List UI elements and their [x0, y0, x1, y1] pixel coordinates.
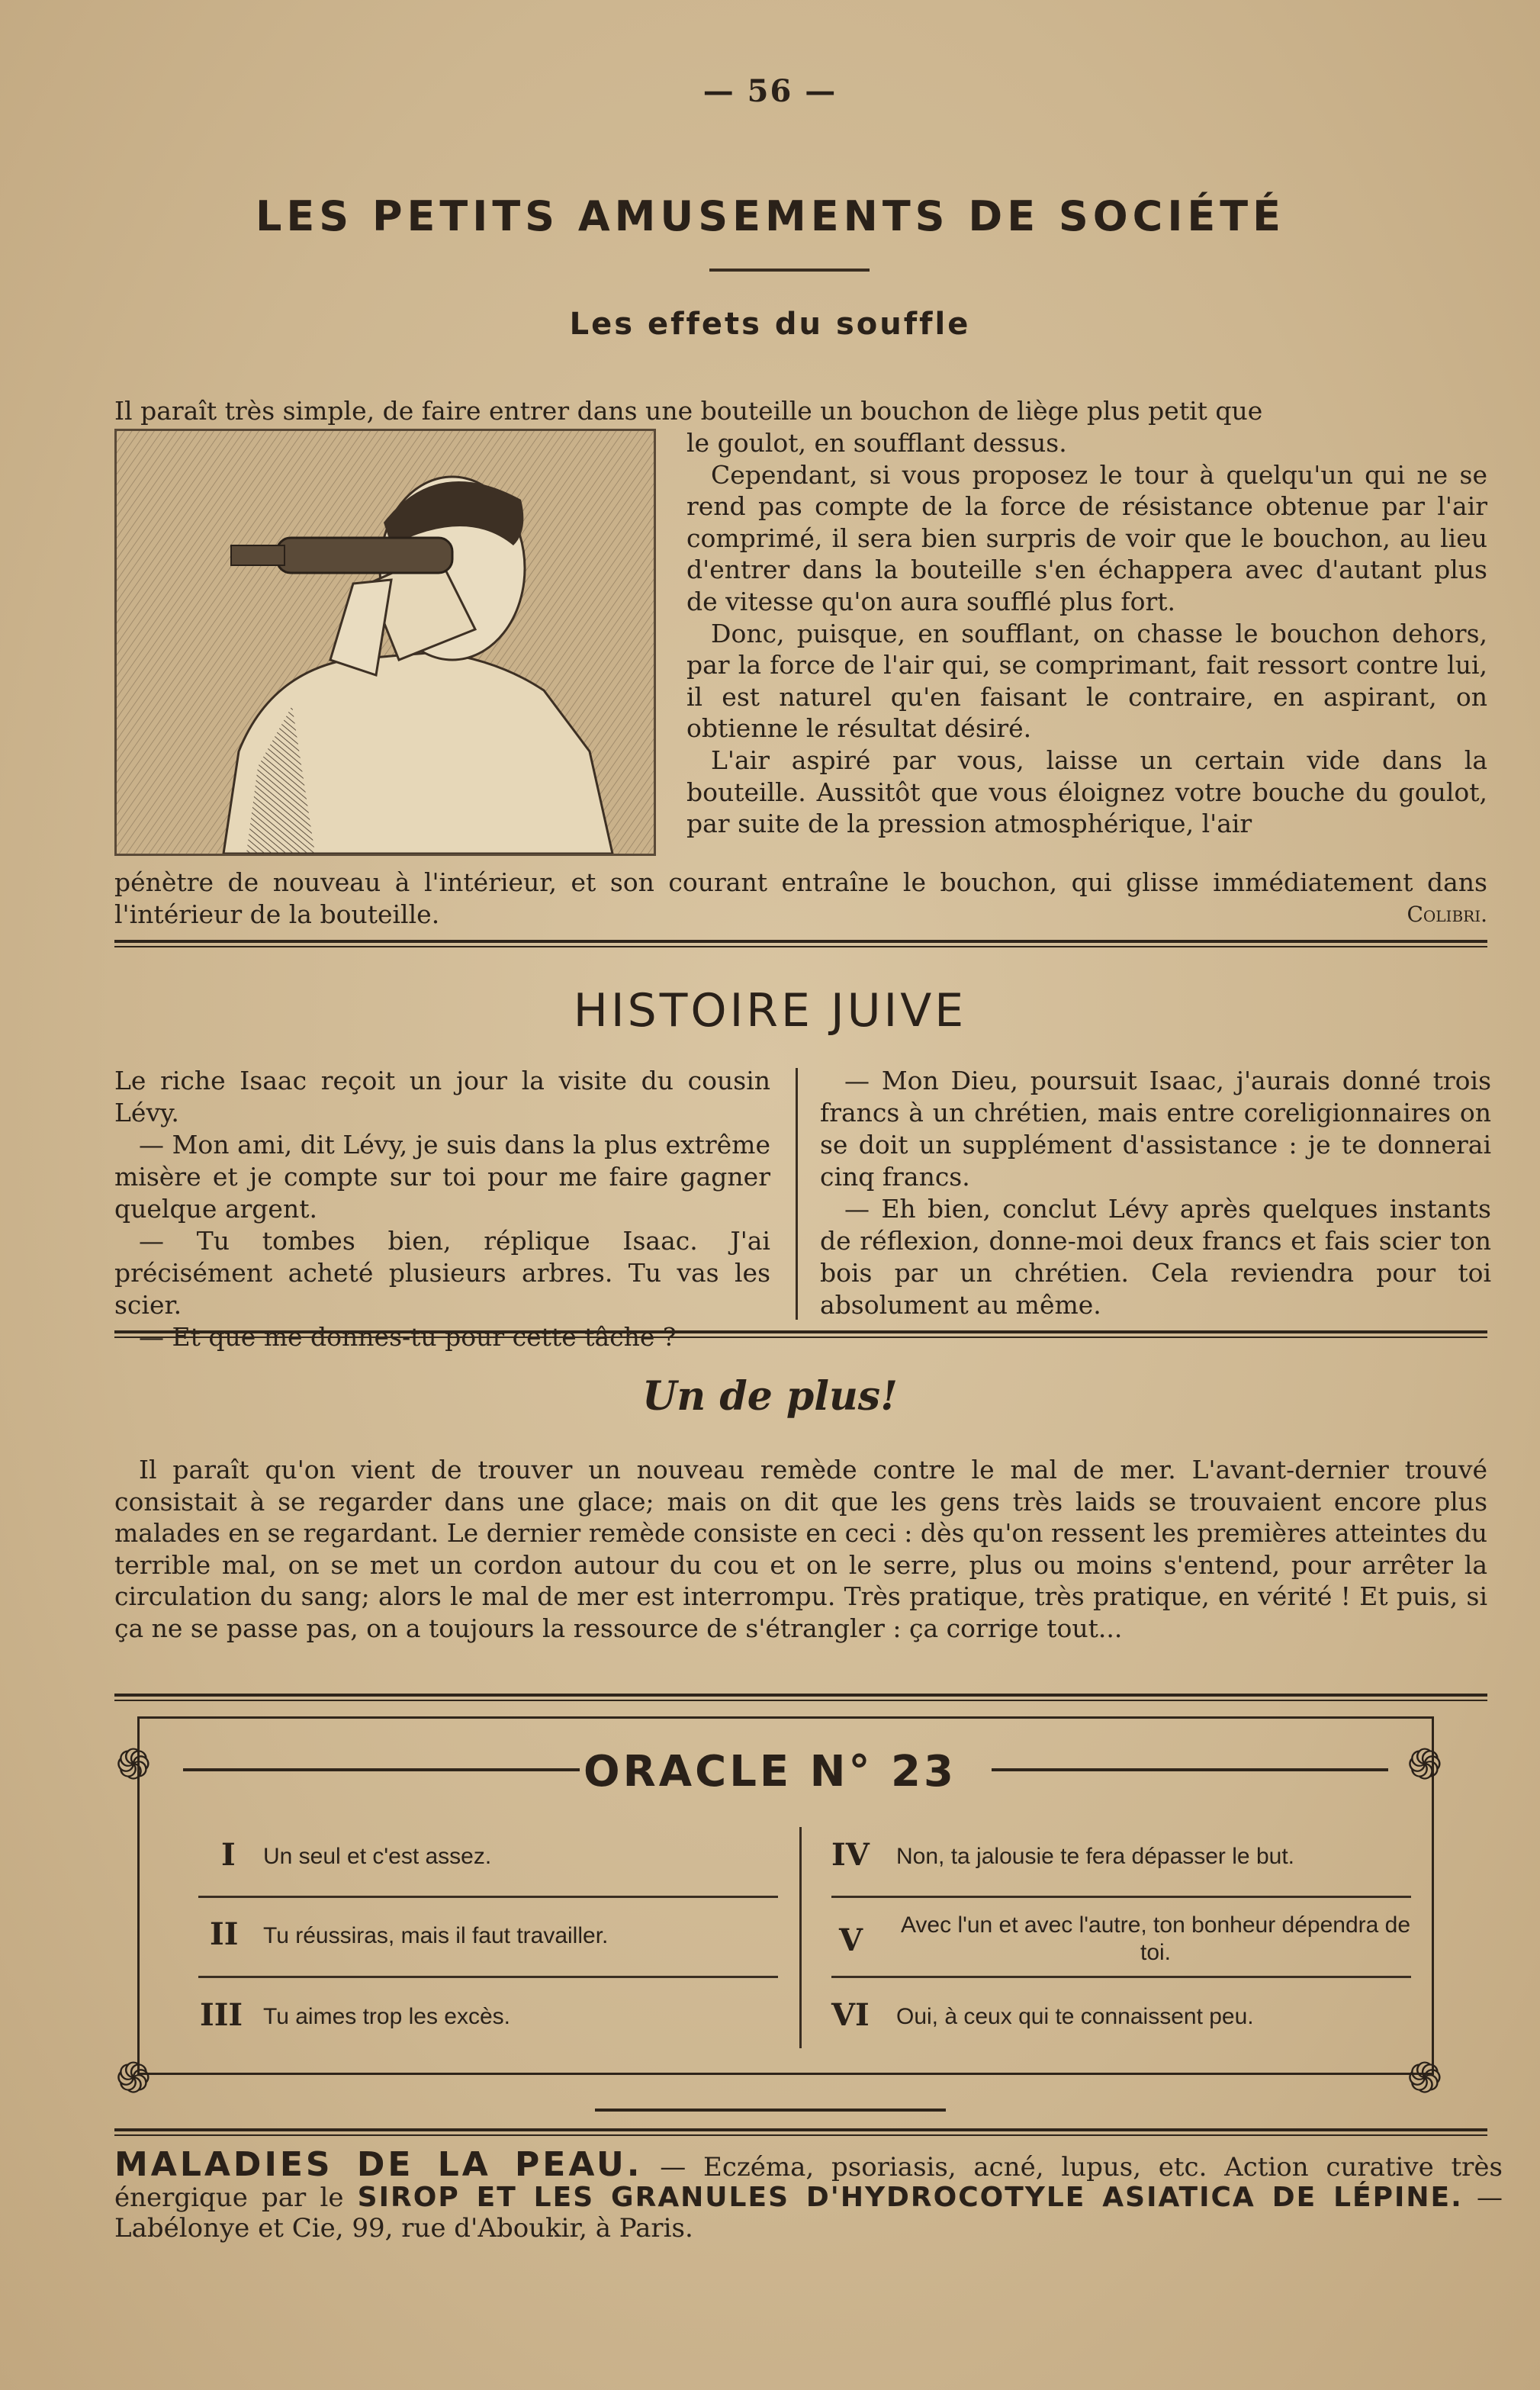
oracle-column-divider [799, 1827, 802, 2048]
oracle-numeral: II [210, 1916, 239, 1952]
oracle-entry: Tu réussiras, mais il faut travailler. [263, 1923, 609, 1948]
oracle-entry: Un seul et c'est assez. [263, 1844, 492, 1869]
oracle-numeral: I [221, 1837, 236, 1873]
article-author: Colibri. [1407, 901, 1487, 927]
section-rule [114, 2128, 1487, 2136]
story-paragraph: — Et que me donnes-tu pour cette tâche ? [139, 1322, 677, 1352]
article-tail [114, 867, 1487, 930]
illustration-man-blowing-bottle [114, 429, 656, 856]
oracle-separator [198, 1976, 778, 1978]
column-divider [796, 1068, 798, 1320]
ad-product: SIROP ET LES GRANULES D'HYDROCOTYLE ASIATICA DE LÉPINE. [357, 2182, 1463, 2213]
ornament-icon: ֍ [116, 2054, 151, 2103]
article-first-line: Il paraît très simple, de faire entrer dans une bouteille un bouchon de liège plus petit que [114, 396, 1263, 426]
article-title-un-de-plus: Un de plus! [642, 1373, 898, 1420]
ad-text-1: — Eczéma, psoriasis, acné, lupus, etc. Action curative très énergique par le [114, 2152, 1503, 2213]
oracle-separator [831, 1896, 1411, 1898]
article-title-souffle: Les effets du souffle [569, 307, 971, 342]
story-paragraph: — Tu tombes bien, réplique Isaac. J'ai précisément acheté plusieurs arbres. Tu vas les scier. [114, 1226, 770, 1320]
oracle-entry: Avec l'un et avec l'autre, ton bonheur dépendra de toi. [900, 1912, 1411, 1965]
article-title-histoire-juive: HISTOIRE JUIVE [573, 984, 967, 1037]
oracle-entry: Tu aimes trop les excès. [263, 2004, 511, 2029]
main-title: LES PETITS AMUSEMENTS DE SOCIÉTÉ [255, 192, 1286, 240]
ad-text-2: — Labélonye et Cie, 99, rue d'Aboukir, à Paris. [114, 2183, 1503, 2244]
ornament-icon: ֍ [1407, 1740, 1442, 1790]
story-paragraph: — Eh bien, conclut Lévy après quelques instants de réflexion, donne-moi deux francs et fais scier ton bois par un chrétien. Cela reviendra pour toi absolument au même. [820, 1194, 1491, 1320]
story-paragraph: — Mon Dieu, poursuit Isaac, j'aurais donné trois francs à un chrétien, mais entre coreligionnaires on se doit un supplément d'assistance : je te donnerai cinq francs. [820, 1066, 1491, 1192]
title-rule [709, 269, 870, 272]
oracle-entry: Oui, à ceux qui te connaissent peu. [896, 2004, 1254, 2029]
oracle-entry: Non, ta jalousie te fera dépasser le but. [896, 1844, 1294, 1869]
oracle-separator [198, 1896, 778, 1898]
article-paragraph: Donc, puisque, en soufflant, on chasse le bouchon dehors, par la force de l'air qui, se comprimant, fait ressort contre lui, il est naturel qu'en faisant le contraire, en aspirant, on obtienne le résultat désiré. [686, 618, 1487, 744]
article-wrap-column [686, 427, 1487, 840]
section-rule [114, 1330, 1487, 1338]
ad-headline: MALADIES DE LA PEAU. [114, 2145, 643, 2184]
story-paragraph: — Mon ami, dit Lévy, je suis dans la plus extrême misère et je compte sur toi pour me faire gagner quelque argent. [114, 1130, 770, 1224]
story-left-column [114, 1065, 770, 1353]
article-un-de-plus-text: Il paraît qu'on vient de trouver un nouveau remède contre le mal de mer. L'avant-dernier trouvé consistait à se regarder dans une glace; mais on dit que les gens très laids se trouvaient encore plus malades en se regardant. Le dernier remède consiste en ceci : dès qu'on ressent les premières atteintes du terrible mal, on se met un cordon autour du cou et on le serre, plus ou moins s'entend, pour arrêter la circulation du sang; alors le mal de mer est interrompu. Très pratique, très pratique, en vérité ! Et puis, si ça ne se passe pas, on a toujours la ressource de s'étrangler : ça corrige tout... [114, 1455, 1487, 1643]
oracle-numeral: V [839, 1922, 863, 1958]
story-paragraph: Le riche Isaac reçoit un jour la visite du cousin Lévy. [114, 1066, 770, 1127]
page-number: — 56 — [702, 73, 838, 109]
section-rule [114, 940, 1487, 947]
article-tail-text: pénètre de nouveau à l'intérieur, et son courant entraîne le bouchon, qui glisse immédiatement dans l'intérieur de la bouteille. [114, 867, 1487, 929]
oracle-separator [831, 1976, 1411, 1978]
oracle-title: ORACLE N° 23 [584, 1747, 956, 1797]
ornament-icon: ֍ [116, 1740, 151, 1790]
oracle-numeral: IV [831, 1837, 870, 1873]
oracle-numeral: VI [831, 1997, 870, 2033]
section-rule [114, 1694, 1487, 1701]
oracle-numeral: III [200, 1997, 243, 2033]
article-paragraph: L'air aspiré par vous, laisse un certain vide dans la bouteille. Aussitôt que vous éloignez votre bouche du goulot, par suite de la pression atmosphérique, l'air [686, 745, 1487, 839]
engraving-illustration [117, 431, 654, 854]
advertisement [114, 2145, 1503, 2244]
ornament-icon: ֍ [1407, 2054, 1442, 2103]
article-wrap-line: le goulot, en soufflant dessus. [686, 428, 1067, 458]
article-paragraph: Cependant, si vous proposez le tour à quelqu'un qui ne se rend pas compte de la force de résistance obtenue par l'air comprimé, il sera bien surpris de voir que le bouchon, au lieu d'entrer dans la bouteille s'en échappera avec d'autant plus de vitesse qu'on aura soufflé plus fort. [686, 459, 1487, 616]
story-right-column [820, 1065, 1491, 1321]
oracle-bottom-swash [595, 2109, 946, 2112]
